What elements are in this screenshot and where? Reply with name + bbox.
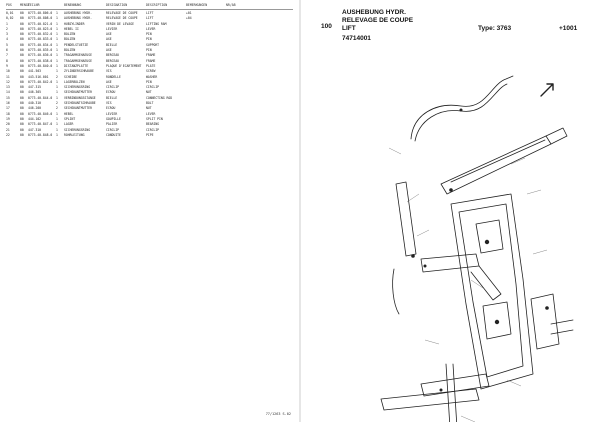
parts-cell: 22 [6,132,10,137]
parts-cell: 00 [20,116,24,121]
parts-cell: AXE [106,37,112,42]
parts-cell: RONDELLE [106,74,121,79]
parts-cell: HUBZYLINDER [64,21,85,26]
parts-cell: 3 [6,32,8,37]
parts-cell: 1 [56,58,58,63]
parts-cell: AUSHEBUNG HYDR. [64,11,92,15]
header-designation: DESIGNATION [106,3,128,7]
parts-cell: 0773.40.836.0 [28,53,53,58]
parts-cell: LEVIER [106,26,118,31]
parts-cell: 0773.40.821.0 [28,21,53,26]
parts-cell: 1 [56,63,58,68]
parts-cell: VIS [106,101,112,106]
parts-cell: 00 [20,101,24,106]
parts-cell: 1 [56,111,58,116]
parts-cell: 1 [56,53,58,58]
parts-cell: 2 [56,101,58,106]
title-en: LIFT [342,25,356,32]
type-label: Type: 3763 [478,25,512,32]
parts-cell: 0773.40.834.0 [28,42,53,47]
parts-cell: LIFT [146,16,154,21]
parts-cell: 00 [20,74,24,79]
parts-list-rows [6,11,293,138]
parts-cell: ECROU [106,90,116,95]
parts-cell: TRAGARMGEHAEUSE [64,53,92,58]
parts-cell: FRAME [146,53,156,58]
parts-cell: PLAQUE D'ECARTEMENT [106,63,142,68]
parts-cell: BIELLE [106,42,118,47]
parts-cell: 10 [6,69,10,74]
parts-cell: 0773.40.823.0 [28,26,53,31]
parts-cell: CIRCLIP [106,127,120,132]
parts-cell: 1 [56,11,58,15]
parts-cell: 17 [6,106,10,111]
header-rule [6,9,293,10]
parts-cell: 00 [20,111,24,116]
parts-cell: 1 [56,79,58,84]
parts-cell: 0773.40.848.0 [28,132,53,137]
parts-cell: SECHSKANTMUTTER [64,90,92,95]
parts-cell: 12 [6,79,10,84]
parts-cell: 6 [6,48,8,53]
parts-cell: LEVIER [106,111,118,116]
parts-cell: LAGER [64,122,74,127]
parts-cell: LIFT [146,11,154,15]
title-de: AUSHEBUNG HYDR. [342,9,406,16]
parts-cell: 440.310 [28,101,42,106]
parts-cell: 00 [20,85,24,90]
revision-label: +1001 [559,25,578,32]
parts-cell: +04 [186,16,192,21]
parts-cell: HEBEL II [64,26,79,31]
group-number: 100 [321,23,332,30]
parts-cell: 8 [6,58,8,63]
parts-cell: 0773.40.806.0 [28,11,53,15]
parts-cell: PALIER [106,122,118,127]
parts-cell: 11 [6,74,10,79]
exploded-diagram [301,44,600,422]
parts-cell: 14 [6,90,10,95]
parts-cell: CONDUITE [106,132,121,137]
parts-cell: 20 [6,122,10,127]
parts-cell: BOLZEN [64,37,76,42]
parts-cell: SUPPORT [146,42,160,47]
direction-arrow [541,84,553,96]
parts-cell: 443.516.001 [28,74,49,79]
parts-cell: 441.503 [28,69,42,74]
parts-cell: 00 [20,37,24,42]
parts-cell: BOLZEN [64,48,76,53]
parts-cell: 1 [56,37,58,42]
parts-cell: 1 [56,85,58,90]
parts-cell: VIS [106,69,112,74]
parts-cell: 00 [20,132,24,137]
parts-cell: PIPE [146,132,154,137]
parts-cell: 00 [20,127,24,132]
parts-cell: BERCEAU [106,53,120,58]
parts-cell: 00 [20,79,24,84]
parts-cell: 1 [56,32,58,37]
parts-cell: SPLIT PIN [146,116,163,121]
parts-cell: CIRCLIP [146,85,160,90]
parts-cell: 00 [20,53,24,58]
header-teilnr: TEILNR [28,3,40,7]
parts-cell: WASHER [146,74,158,79]
parts-cell: RELEVAGE DE COUPE [106,11,138,15]
parts-cell: PLATE [146,63,156,68]
parts-cell: ROHRLEITUNG [64,132,85,137]
header-benennung: BENENNUNG [64,3,82,7]
parts-cell: 00 [20,69,24,74]
parts-cell: VERBINDUNGSSTANGE [64,95,96,100]
page-footer: 77/1263 S.02 [265,412,291,416]
parts-cell: 1 [56,122,58,127]
parts-cell: 0773.40.838.0 [28,58,53,63]
header-nr-ab: NR/AB [226,3,236,7]
parts-cell: 1 [56,69,58,74]
parts-cell: 446.305 [28,90,42,95]
header-menge: MENGE [20,3,30,7]
parts-cell: 444.102 [28,116,42,121]
parts-cell: 00 [20,48,24,53]
parts-cell: 0773.40.840.0 [28,63,53,68]
parts-cell: 1 [56,127,58,132]
parts-cell: BEARING [146,122,160,127]
parts-cell: 00 [20,16,24,21]
header-pos: POS [6,3,12,7]
parts-cell: 21 [6,127,10,132]
parts-cell: 1 [56,42,58,47]
parts-cell: 00 [20,11,24,15]
parts-cell: CIRCLIP [146,127,160,132]
parts-cell: FRAME [146,58,156,63]
parts-cell: VERIN DE LEVAGE [106,21,134,26]
parts-cell: CONNECTING ROD [146,95,173,100]
parts-cell: AXE [106,32,112,37]
parts-cell: 2 [6,26,8,31]
parts-cell: 00 [20,63,24,68]
parts-cell: 5 [6,42,8,47]
pin [485,240,489,244]
parts-cell: PIN [146,37,152,42]
parts-cell: 0773.40.847.0 [28,122,53,127]
parts-cell: NUT [146,106,152,111]
parts-cell: SECHSKANTMUTTER [64,106,92,111]
parts-cell: 18 [6,111,10,116]
parts-cell: SPLINT [64,116,76,121]
parts-cell: 2 [56,74,58,79]
parts-cell: LEVER [146,111,156,116]
parts-cell: +01 [186,11,192,15]
parts-cell: 13 [6,85,10,90]
parts-cell: 0,01 [6,11,14,15]
parts-cell: LEVER [146,26,156,31]
parts-cell: 00 [20,42,24,47]
parts-cell: SECHSKANTSCHRAUBE [64,101,96,106]
parts-cell: 1 [56,26,58,31]
parts-cell: 00 [20,32,24,37]
parts-cell: BERCEAU [106,58,120,63]
parts-cell: 1 [56,16,58,21]
parts-cell: ZYLINDERSCHRAUBE [64,69,94,74]
parts-cell: PENDELSTUETZE [64,42,89,47]
parts-cell: 00 [20,106,24,111]
parts-cell: 00 [20,21,24,26]
diagram-page [301,0,600,422]
parts-cell: TRAGARMGEHAEUSE [64,58,92,63]
parts-cell: 00 [20,122,24,127]
parts-cell: NUT [146,90,152,95]
drawing-code: 74714001 [342,35,371,42]
parts-cell: RELEVAGE DE COUPE [106,16,138,21]
parts-cell: HEBEL [64,111,74,116]
parts-cell: 9 [6,63,8,68]
parts-cell: AXE [106,79,112,84]
parts-cell: CIRCLIP [106,85,120,90]
main-frame [451,194,533,389]
parts-cell: 0773.40.842.0 [28,79,53,84]
parts-cell: BOLT [146,101,154,106]
parts-cell: 00 [20,90,24,95]
parts-cell: 16 [6,101,10,106]
parts-cell: 00 [20,26,24,31]
parts-cell: 0773.40.833.0 [28,37,53,42]
parts-cell: 446.200 [28,106,42,111]
parts-cell: PIN [146,79,152,84]
parts-cell: SCREW [146,69,156,74]
parts-cell: SICHERUNGSRING [64,85,91,90]
parts-cell: LIFTING RAM [146,21,167,26]
header-description: DESCRIPTION [146,3,168,7]
parts-cell: GOUPILLE [106,116,121,121]
parts-row [6,133,293,138]
parts-cell: ECROU [106,106,116,111]
parts-cell: SICHERUNGSRING [64,127,91,132]
parts-cell: 2 [56,106,58,111]
parts-cell: 447.310 [28,127,42,132]
guide-bar [446,364,458,422]
parts-cell: PIN [146,48,152,53]
parts-cell: 1 [6,21,8,26]
title-fr: RELEVAGE DE COUPE [342,17,414,24]
parts-cell: 1 [56,116,58,121]
parts-cell: SCHEIBE [64,74,78,79]
header-bemerkungen: BEMERKUNGEN [186,3,208,7]
parts-cell: 0773.40.808.0 [28,16,53,21]
parts-cell: 1 [56,132,58,137]
parts-cell: AXE [106,48,112,53]
side-bracket [531,294,559,349]
parts-list-page [0,0,299,422]
parts-cell: 0773.40.846.0 [28,111,53,116]
parts-cell: 1 [56,95,58,100]
parts-cell: PIN [146,32,152,37]
parts-cell: AUSHEBUNG HYDR. [64,16,92,21]
parts-cell: 0,02 [6,16,14,21]
parts-cell: BOLZEN [64,32,76,37]
parts-cell: LAGERBOLZEN [64,79,85,84]
parts-cell: 447.315 [28,85,42,90]
parts-cell: 0773.40.844.0 [28,95,53,100]
parts-cell: 00 [20,58,24,63]
parts-cell: 1 [56,21,58,26]
parts-cell: 7 [6,53,8,58]
parts-cell: 00 [20,95,24,100]
parts-cell: 0773.40.835.0 [28,48,53,53]
lower-lever [421,254,479,272]
lever [396,182,416,256]
hydraulic-hose [411,76,513,139]
parts-cell: 19 [6,116,10,121]
parts-cell: 15 [6,95,10,100]
parts-cell: DISTANZPLATTE [64,63,89,68]
parts-cell: 4 [6,37,8,42]
parts-cell: 1 [56,90,58,95]
parts-cell: BIELLE [106,95,118,100]
parts-cell: 0773.40.832.0 [28,32,53,37]
parts-cell: 1 [56,48,58,53]
